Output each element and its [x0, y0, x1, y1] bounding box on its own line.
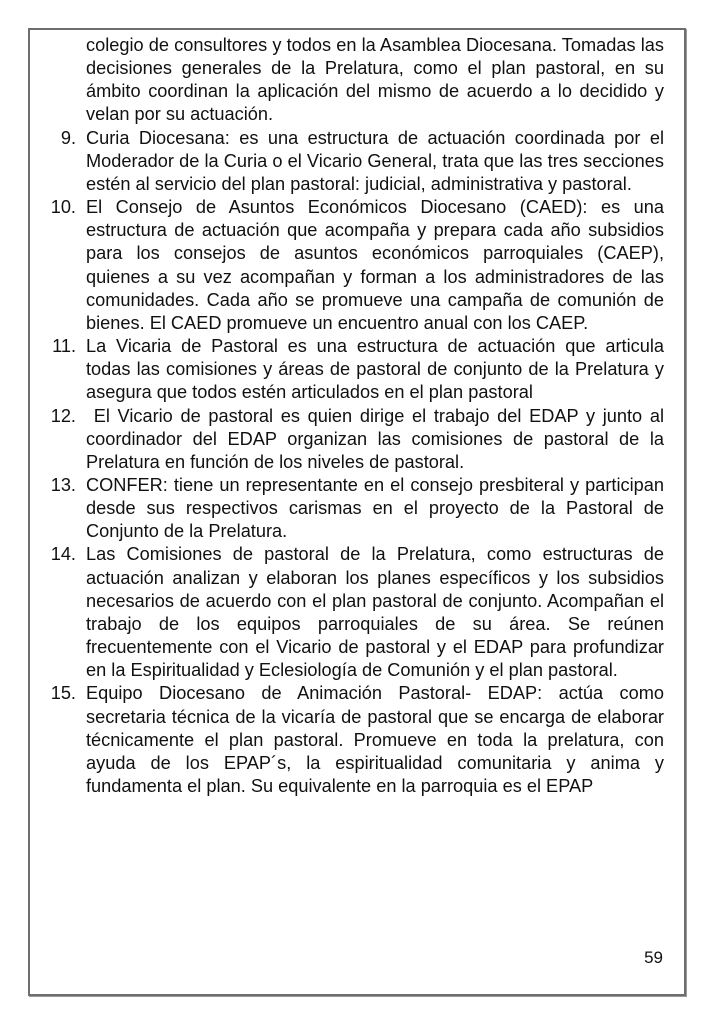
item-number: 15.: [50, 683, 76, 704]
page-content: [30, 34, 670, 798]
list-item-14: [30, 543, 664, 682]
list-item-9: [30, 127, 664, 196]
list-item-13: [30, 474, 664, 543]
item-number: 13.: [50, 474, 76, 495]
item-text: CONFER: tiene un representante en el consejo presbiteral y participan desde sus respectivos carismas en el proyecto de la Pastoral de Conjunto de la Prelatura.: [86, 474, 664, 542]
item-text: Curia Diocesana: es una estructura de actuación coordinada por el Moderador de la Curia o el Vicario General, trata que las tres secciones estén al servicio del plan pastoral: judicial, administrativa y pastoral.: [86, 127, 664, 194]
item-text: Equipo Diocesano de Animación Pastoral- EDAP: actúa como secretaria técnica de la vicaría de pastoral que se encarga de elaborar técnicamente el plan pastoral. Promueve en toda la prelatura, con ayuda de los EPAP´s, la espiritualidad comunitaria y anima y fundamenta el plan. Su equivalente en la parroquia es el EPAP: [86, 683, 664, 796]
item-text: La Vicaria de Pastoral es una estructura de actuación que articula todas las comisiones y áreas de pastoral de conjunto de la Prelatura y asegura que todos estén articulados en el plan pastoral: [86, 336, 664, 403]
item-number: 9.: [60, 127, 76, 148]
continuation-paragraph: colegio de consultores y todos en la Asamblea Diocesana. Tomadas las decisiones generales de la Prelatura, como el plan pastoral, en su ámbito coordinan la aplicación del mismo de acuerdo a lo decidido y velan por su actuación.: [86, 35, 664, 125]
item-text: El Consejo de Asuntos Económicos Diocesano (CAED): es una estructura de actuación que acompaña y prepara cada año subsidios para los consejos de asuntos económicos parroquiales (CAEP), quienes a su vez acompañan y forman a los administradores de las comunidades. Cada año se promueve una campaña de comunión de bienes. El CAED promueve un encuentro anual con los CAEP.: [86, 197, 664, 333]
list-item-11: [30, 335, 664, 404]
page-number: 59: [644, 948, 663, 967]
item-number: 12.: [50, 405, 76, 426]
list-item-10: [30, 196, 664, 335]
item-number: 10.: [50, 197, 76, 218]
list-item-15: [30, 682, 664, 798]
item-number: 11.: [52, 336, 76, 357]
item-number: 14.: [50, 544, 76, 565]
item-text: El Vicario de pastoral es quien dirige el trabajo del EDAP y junto al coordinador del EDAP organizan las comisiones de pastoral de la Prelatura en función de los niveles de pastoral.: [86, 405, 670, 472]
item-text: Las Comisiones de pastoral de la Prelatura, como estructuras de actuación analizan y elaboran los planes específicos y los subsidios necesarios de acuerdo con el plan pastoral de conjunto. Acompañan el trabajo de los equipos parroquiales de su área. Se reúnen frecuentemente con el Vicario de pastoral y el EDAP para profundizar en la Espiritualidad y Eclesiología de Comunión y el plan pastoral.: [86, 544, 664, 681]
list-item-12: [30, 405, 670, 474]
